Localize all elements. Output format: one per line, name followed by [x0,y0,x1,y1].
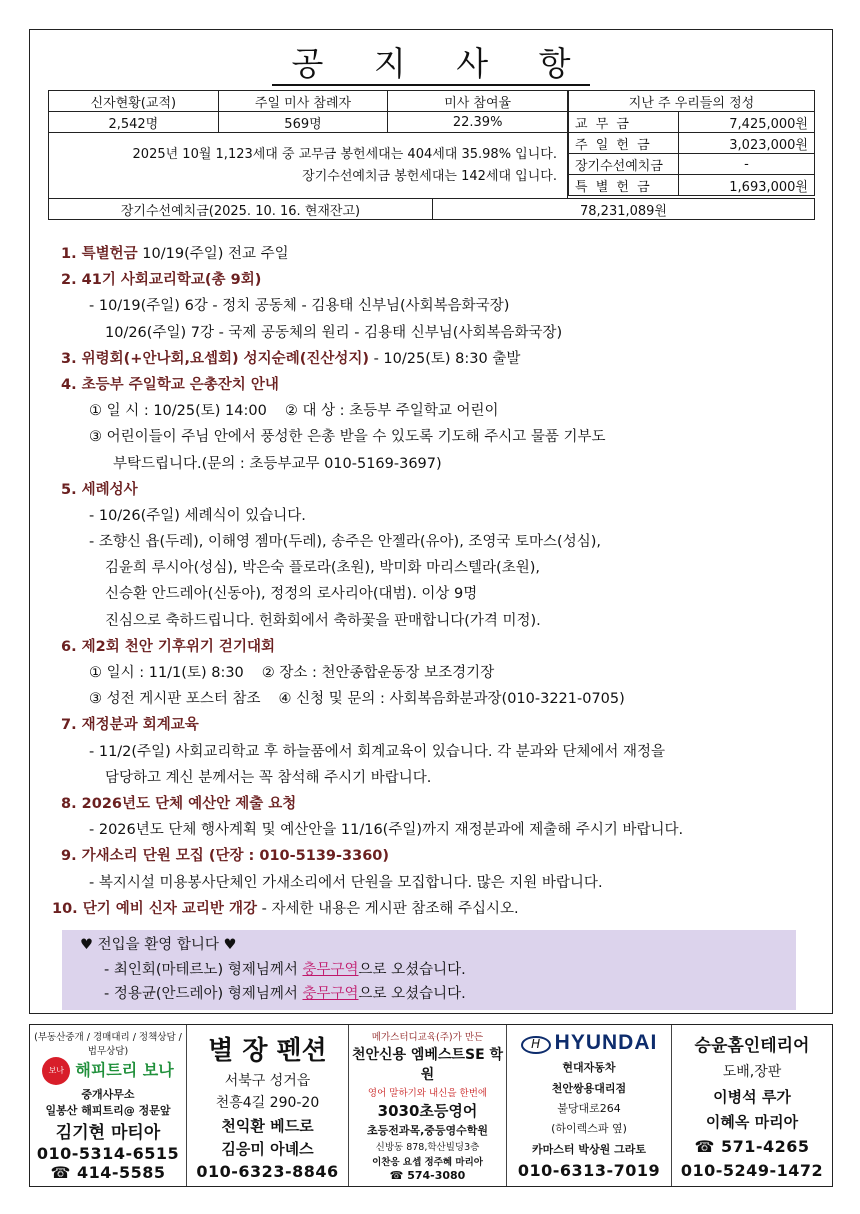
notice-5-line: 김윤희 루시아(성심), 박은숙 플로라(초원), 박미화 마리스텔라(초원), [105,560,540,577]
page-title: 공 지 사 항 [30,38,832,85]
ad-hyundai: H HYUNDAI 현대자동차 천안쌍용대리점 불당대로264 (하이렉스파 옆) 카마스터 박상원 그라토 010-6313-7019 [507,1025,672,1186]
header-attendance: 주일 미사 참례자 [218,91,388,112]
notice-2-line: 10/26(주일) 7강 - 국제 공동체의 원리 - 김용태 신부님(사회복음화국장) [105,324,563,341]
hyundai-logo-icon: H [521,1036,551,1054]
phone-icon: ☎ [50,1162,77,1182]
deposit-amount: 78,231,089원 [433,199,815,220]
offering-label: 주 일 헌 금 [569,133,679,154]
welcome-row: - 정용균(안드레아) 형제님께서 충무구역으로 오셨습니다. [104,986,466,1002]
household-note: 2025년 10월 1,123세대 중 교무금 봉헌세대는 404세대 35.98% 입니다. 장기수선예치금 봉헌세대는 142세대 입니다. [49,133,568,199]
deposit-table [48,198,815,220]
notice-8-line: - 2026년도 단체 행사계획 및 예산안을 11/16(주일)까지 재정분과에 제출해 주시기 바랍니다. [89,822,684,839]
ad-academy: 메가스터디교육(주)가 만든 천안신용 엠베스트SE 학원 영어 말하기와 내신을 한번에 3030초등영어 초등전과목,중등영수학원 신방동 878,학산빌딩3층 이찬응 요셉 정주혜 마리아 ☎ 574-3080 [349,1025,507,1186]
welcome-row: - 최인회(마테르노) 형제님께서 충무구역으로 오셨습니다. [104,961,466,978]
notice-5-line: - 10/26(주일) 세례식이 있습니다. [89,507,306,524]
value-members: 2,542명 [49,112,219,133]
welcome-box [62,930,796,1010]
phone-icon: ☎ [389,1168,408,1182]
notice-5-line: - 조향신 욥(두레), 이해영 젬마(두레), 송주은 안젤라(유아), 조영국 토마스(성심), [89,534,601,551]
offering-amount: 7,425,000원 [679,112,815,133]
stats-table [48,90,568,199]
notice-8-title: 8. 2026년도 단체 예산안 제출 요청 [61,795,297,812]
header-offerings: 지난 주 우리들의 정성 [569,91,815,112]
notice-list [52,241,821,922]
notice-7-title: 7. 재정분과 회계교육 [61,717,199,734]
notice-9-title: 9. 가새소리 단원 모집 (단장 : 010-5139-3360) [61,848,390,865]
notice-2-title: 2. 41기 사회교리학교(총 9회) [61,272,262,289]
ads-footer [29,1024,833,1187]
value-rate: 22.39% [388,112,568,133]
notice-9-line: - 복지시설 미용봉사단체인 가새소리에서 단원을 모집합니다. 많은 지원 바랍니다. [89,874,603,891]
heart-logo-icon: 보나 [42,1057,70,1085]
notice-6-line: ③ 성전 게시판 포스터 참조 ④ 신청 및 문의 : 사회복음화분과장(010-3221-0705) [89,691,625,708]
offering-amount: 1,693,000원 [679,175,815,196]
offering-amount: 3,023,000원 [679,133,815,154]
offering-amount: - [679,154,815,175]
notice-2-line: - 10/19(주일) 6강 - 정치 공동체 - 김용태 신부님(사회복음화국장) [89,298,510,315]
notice-5-line: 신승환 안드레아(신동아), 정정의 로사리아(대범). 이상 9명 [105,586,478,603]
notice-5-title: 5. 세례성사 [61,481,138,498]
notice-4-line: ① 일 시 : 10/25(토) 14:00 ② 대 상 : 초등부 주일학교 어린이 [89,403,499,420]
notice-4-line: ③ 어린이들이 주님 안에서 풍성한 은총 받을 수 있도록 기도해 주시고 물품 기부도 [89,429,606,446]
notice-1: 1. 특별헌금 10/19(주일) 전교 주일 [61,246,289,262]
notice-3: 3. 위령회(+안나회,요셉회) 성지순례(진산성지) - 10/25(토) 8:30 출발 [61,350,521,367]
notice-6-title: 6. 제2회 천안 기후위기 걷기대회 [61,638,275,655]
offerings-table [568,90,815,196]
value-attendance: 569명 [218,112,388,133]
notice-10: 10. 단기 예비 신자 교리반 개강 - 자세한 내용은 게시판 참조해 주십시오. [52,900,519,917]
notice-7-line: - 11/2(주일) 사회교리학교 후 하늘품에서 회계교육이 있습니다. 각 분과와 단체에서 재정을 [89,743,666,760]
header-members: 신자현황(교적) [49,91,219,112]
notice-6-line: ① 일시 : 11/1(토) 8:30 ② 장소 : 천안종합운동장 보조경기장 [89,665,495,681]
welcome-heading: ♥ 전입을 환영 합니다 ♥ [80,937,237,953]
notice-4-line: 부탁드립니다.(문의 : 초등부교무 010-5169-3697) [113,455,442,472]
offering-label: 장기수선예치금 [569,154,679,175]
notice-5-line: 진심으로 축하드립니다. 헌화회에서 축하꽃을 판매합니다(가격 미정). [105,612,541,629]
deposit-label: 장기수선예치금(2025. 10. 16. 현재잔고) [49,199,433,220]
ad-interior: 승윤홈인테리어 도배,장판 이병석 루가 이혜옥 마리아 ☎ 571-4265 010-5249-1472 [680,1036,824,1180]
offering-label: 교 무 금 [569,112,679,133]
phone-icon: ☎ [694,1136,721,1156]
ad-realestate: (부동산중개 / 경매대리 / 정책상담 / 법무상담) 보나 해피트리 보나 중개사무소 일봉산 해피트리@ 정문앞 김기현 마티아 010-5314-6515 ☎ 414-5585 [30,1025,187,1186]
notice-7-line: 담당하고 계신 분께서는 꼭 참석해 주시기 바랍니다. [105,769,432,786]
header-rate: 미사 참여율 [388,91,568,112]
notice-4-title: 4. 초등부 주일학교 은총잔치 안내 [61,376,279,393]
offering-label: 특 별 헌 금 [569,175,679,196]
ad-pension: 별 장 펜션 서북구 성거읍 천흥4길 290-20 천익환 베드로 김응미 아녜스 010-6323-8846 [187,1025,349,1186]
